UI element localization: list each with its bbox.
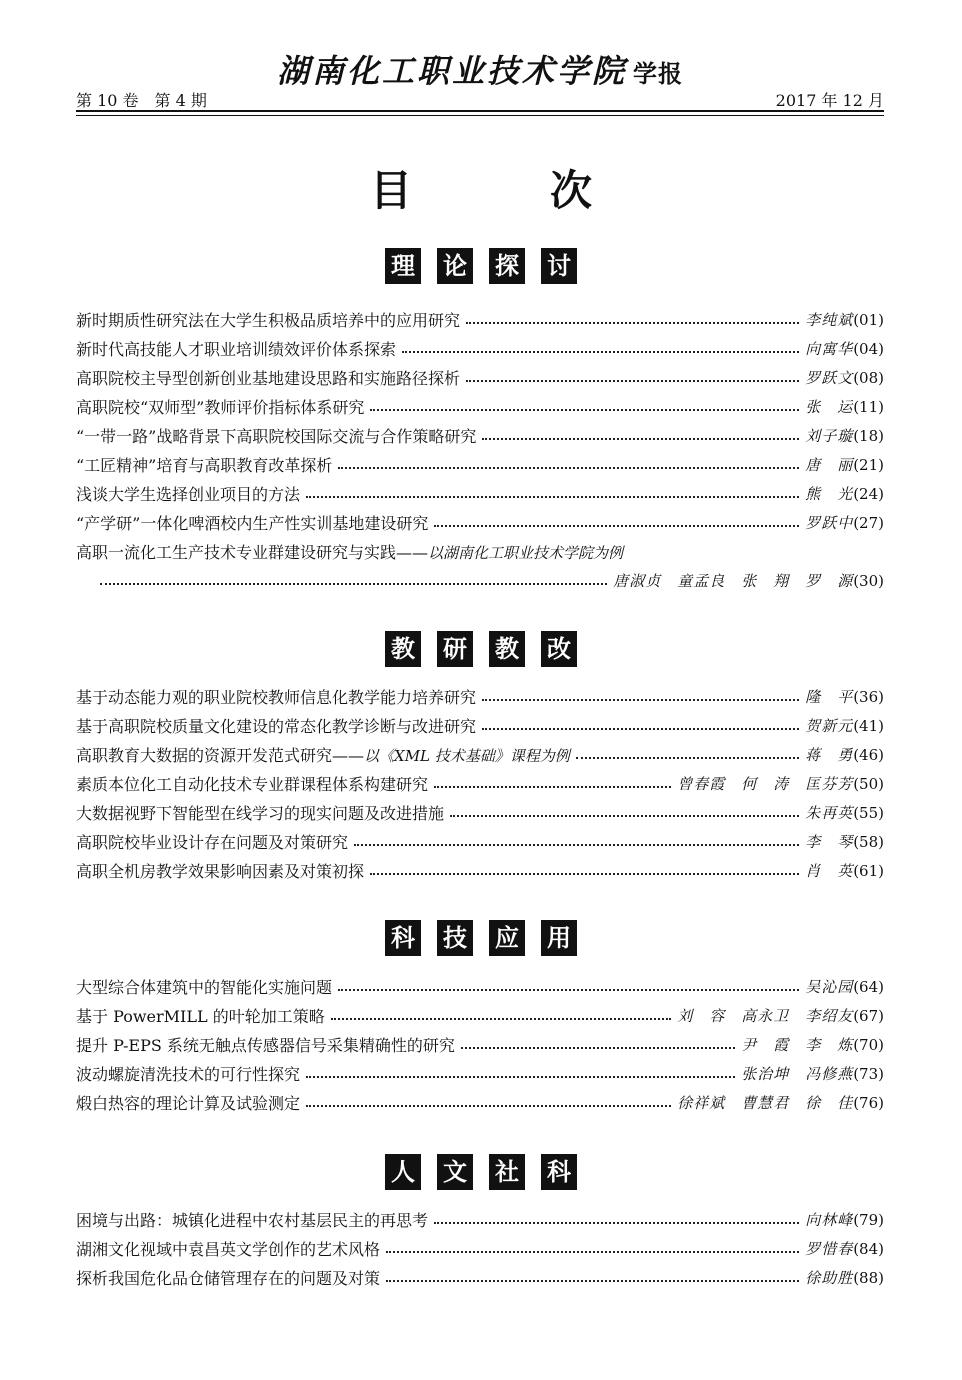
page-number: (18)	[853, 426, 884, 445]
toc-entry[interactable]	[76, 1030, 884, 1059]
page-number: (88)	[853, 1268, 884, 1287]
toc-entry[interactable]	[76, 1001, 884, 1030]
article-title: 湖湘文化视域中袁昌英文学创作的艺术风格	[76, 1240, 381, 1259]
section-char: 讨	[541, 248, 577, 284]
article-title: “一带一路”战略背景下高职院校国际交流与合作策略研究	[76, 427, 477, 446]
section-heading-teaching	[0, 631, 962, 667]
page-number: (04)	[853, 339, 884, 358]
article-title: 新时代高技能人才职业培训绩效评价体系探索	[76, 340, 397, 359]
article-title: 波动螺旋清洗技术的可行性探究	[76, 1065, 301, 1084]
section-char: 教	[385, 631, 421, 667]
toc-entry[interactable]	[76, 682, 884, 711]
toc-entry[interactable]	[76, 1205, 884, 1234]
issue-date: 2017 年 12 月	[775, 91, 884, 110]
article-authors: 尹 霞 李 炼	[741, 1036, 854, 1054]
section-char: 社	[489, 1154, 525, 1190]
section-heading-humanities	[0, 1154, 962, 1190]
article-title: 探析我国危化品仓储管理存在的问题及对策	[76, 1269, 381, 1288]
article-title	[76, 540, 623, 563]
section-char: 应	[489, 920, 525, 956]
article-title: 基于 PowerMILL 的叶轮加工策略	[76, 1007, 325, 1026]
page-title: 目 次	[369, 166, 640, 215]
header-rule-thin	[76, 115, 884, 116]
article-authors: 朱再英	[805, 804, 854, 822]
page-number: (79)	[853, 1210, 884, 1229]
article-authors: 吴沁园	[805, 978, 854, 996]
dot-leader	[434, 1221, 799, 1224]
toc-entry[interactable]	[76, 1234, 884, 1263]
dot-leader	[100, 582, 607, 585]
header-rule-thick	[76, 110, 884, 112]
article-title-main: 高职教育大数据的资源开发范式研究——	[76, 746, 365, 765]
article-authors: 刘 容 高永卫 李绍友	[677, 1007, 854, 1025]
article-authors: 李 琴	[805, 833, 854, 851]
article-authors: 唐淑贞 童孟良 张 翔 罗 源	[613, 572, 854, 590]
article-title: 大型综合体建筑中的智能化实施问题	[76, 978, 333, 997]
page-number: (61)	[853, 861, 884, 880]
article-subtitle: 以《XML 技术基础》课程为例	[364, 747, 570, 765]
toc-entry[interactable]	[76, 856, 884, 885]
dot-leader	[482, 698, 799, 701]
article-title: 困境与出路：城镇化进程中农村基层民主的再思考	[76, 1211, 429, 1230]
toc-entry[interactable]	[76, 769, 884, 798]
article-authors: 张治坤 冯修燕	[741, 1065, 854, 1083]
dot-leader	[466, 379, 799, 382]
article-title: 大数据视野下智能型在线学习的现实问题及改进措施	[76, 804, 445, 823]
section-char: 理	[385, 248, 421, 284]
page-number: (76)	[853, 1093, 884, 1112]
journal-header	[76, 46, 884, 120]
toc-entry[interactable]	[76, 479, 884, 508]
section-heading-technology	[0, 920, 962, 956]
article-authors: 李纯斌	[805, 311, 854, 329]
dot-leader	[450, 814, 799, 817]
journal-name: 湖南化工职业技术学院	[276, 52, 627, 90]
toc-list-theory	[76, 305, 884, 595]
page-number: (70)	[853, 1035, 884, 1054]
page-number: (50)	[853, 774, 884, 793]
toc-entry[interactable]	[76, 421, 884, 450]
article-authors: 蒋 勇	[805, 746, 854, 764]
dot-leader	[434, 524, 799, 527]
page-number: (24)	[853, 484, 884, 503]
article-authors: 罗跃中	[805, 514, 854, 532]
article-title: 浅谈大学生选择创业项目的方法	[76, 485, 301, 504]
toc-entry[interactable]	[76, 711, 884, 740]
toc-entry[interactable]	[76, 450, 884, 479]
toc-entry[interactable]	[76, 827, 884, 856]
dot-leader	[331, 1017, 671, 1020]
dot-leader	[370, 872, 799, 875]
page-number: (27)	[853, 513, 884, 532]
page-number: (36)	[853, 687, 884, 706]
article-title: 高职院校主导型创新创业基地建设思路和实施路径探析	[76, 369, 461, 388]
dot-leader	[306, 1104, 671, 1107]
section-char: 改	[541, 631, 577, 667]
toc-entry[interactable]	[76, 1263, 884, 1292]
section-char: 文	[437, 1154, 473, 1190]
toc-entry[interactable]	[76, 508, 884, 537]
page-number: (11)	[853, 397, 884, 416]
toc-list-teaching	[76, 682, 884, 885]
toc-entry[interactable]	[76, 392, 884, 421]
article-authors: 刘子璇	[805, 427, 854, 445]
dot-leader	[466, 321, 799, 324]
journal-title	[76, 46, 884, 92]
dot-leader	[370, 408, 799, 411]
volume-issue: 第 10 卷 第 4 期	[76, 91, 207, 110]
toc-entry[interactable]	[76, 740, 884, 769]
page-number: (67)	[853, 1006, 884, 1025]
article-title: 高职院校“双师型”教师评价指标体系研究	[76, 398, 365, 417]
toc-entry[interactable]	[76, 1059, 884, 1088]
dot-leader	[434, 785, 671, 788]
dot-leader	[338, 466, 799, 469]
article-authors: 向林峰	[805, 1211, 854, 1229]
dot-leader	[402, 350, 799, 353]
dot-leader	[338, 988, 799, 991]
article-authors: 熊 光	[805, 485, 854, 503]
dot-leader	[576, 756, 799, 759]
article-authors: 徐祥斌 曹慧君 徐 佳	[677, 1094, 854, 1112]
section-char: 人	[385, 1154, 421, 1190]
toc-entry[interactable]	[76, 363, 884, 392]
article-subtitle: 以湖南化工职业技术学院为例	[428, 544, 624, 562]
page-number: (41)	[853, 716, 884, 735]
section-char: 科	[541, 1154, 577, 1190]
page-number: (46)	[853, 745, 884, 764]
dot-leader	[386, 1279, 799, 1282]
toc-list-humanities	[76, 1205, 884, 1292]
article-title	[76, 743, 570, 766]
journal-suffix: 学报	[633, 59, 683, 88]
dot-leader	[386, 1250, 799, 1253]
page-number: (58)	[853, 832, 884, 851]
article-title: 基于动态能力观的职业院校教师信息化教学能力培养研究	[76, 688, 477, 707]
dot-leader	[354, 843, 799, 846]
toc-entry[interactable]	[76, 334, 884, 363]
page-number: (21)	[853, 455, 884, 474]
page-number: (64)	[853, 977, 884, 996]
section-heading-theory	[0, 248, 962, 284]
article-title: 基于高职院校质量文化建设的常态化教学诊断与改进研究	[76, 717, 477, 736]
article-title: “工匠精神”培育与高职教育改革探析	[76, 456, 333, 475]
page-number: (08)	[853, 368, 884, 387]
toc-entry[interactable]	[76, 798, 884, 827]
page-number: (84)	[853, 1239, 884, 1258]
section-char: 科	[385, 920, 421, 956]
dot-leader	[482, 437, 799, 440]
article-authors: 罗惜春	[805, 1240, 854, 1258]
article-authors: 肖 英	[805, 862, 854, 880]
article-title: 提升 P-EPS 系统无触点传感器信号采集精确性的研究	[76, 1036, 455, 1055]
article-authors: 隆 平	[805, 688, 854, 706]
toc-entry[interactable]	[76, 305, 884, 334]
toc-entry[interactable]	[76, 537, 884, 566]
section-char: 教	[489, 631, 525, 667]
dot-leader	[306, 1075, 735, 1078]
article-title: 新时期质性研究法在大学生积极品质培养中的应用研究	[76, 311, 461, 330]
dot-leader	[482, 727, 799, 730]
article-authors: 罗跃文	[805, 369, 854, 387]
article-title-main: 高职一流化工生产技术专业群建设研究与实践——	[76, 543, 429, 562]
section-char: 研	[437, 631, 473, 667]
section-char: 用	[541, 920, 577, 956]
toc-list-technology	[76, 972, 884, 1117]
article-authors: 张 运	[805, 398, 854, 416]
section-char: 论	[437, 248, 473, 284]
toc-entry[interactable]	[76, 972, 884, 1001]
article-authors: 曾春霞 何 涛 匡芬芳	[677, 775, 854, 793]
page-number: (01)	[853, 310, 884, 329]
article-authors: 徐助胜	[805, 1269, 854, 1287]
page-number: (73)	[853, 1064, 884, 1083]
article-title: “产学研”一体化啤酒校内生产性实训基地建设研究	[76, 514, 429, 533]
section-char: 技	[437, 920, 473, 956]
dot-leader	[306, 495, 799, 498]
article-title: 素质本位化工自动化技术专业群课程体系构建研究	[76, 775, 429, 794]
section-char: 探	[489, 248, 525, 284]
dot-leader	[461, 1046, 735, 1049]
article-title: 煅白热容的理论计算及试验测定	[76, 1094, 301, 1113]
article-authors: 唐 丽	[805, 456, 854, 474]
toc-entry[interactable]	[76, 1088, 884, 1117]
page-number: (30)	[853, 571, 884, 590]
article-authors: 向寓华	[805, 340, 854, 358]
article-title: 高职院校毕业设计存在问题及对策研究	[76, 833, 349, 852]
article-title: 高职全机房教学效果影响因素及对策初探	[76, 862, 365, 881]
article-authors: 贺新元	[805, 717, 854, 735]
toc-entry-continuation[interactable]	[76, 566, 884, 595]
page-number: (55)	[853, 803, 884, 822]
